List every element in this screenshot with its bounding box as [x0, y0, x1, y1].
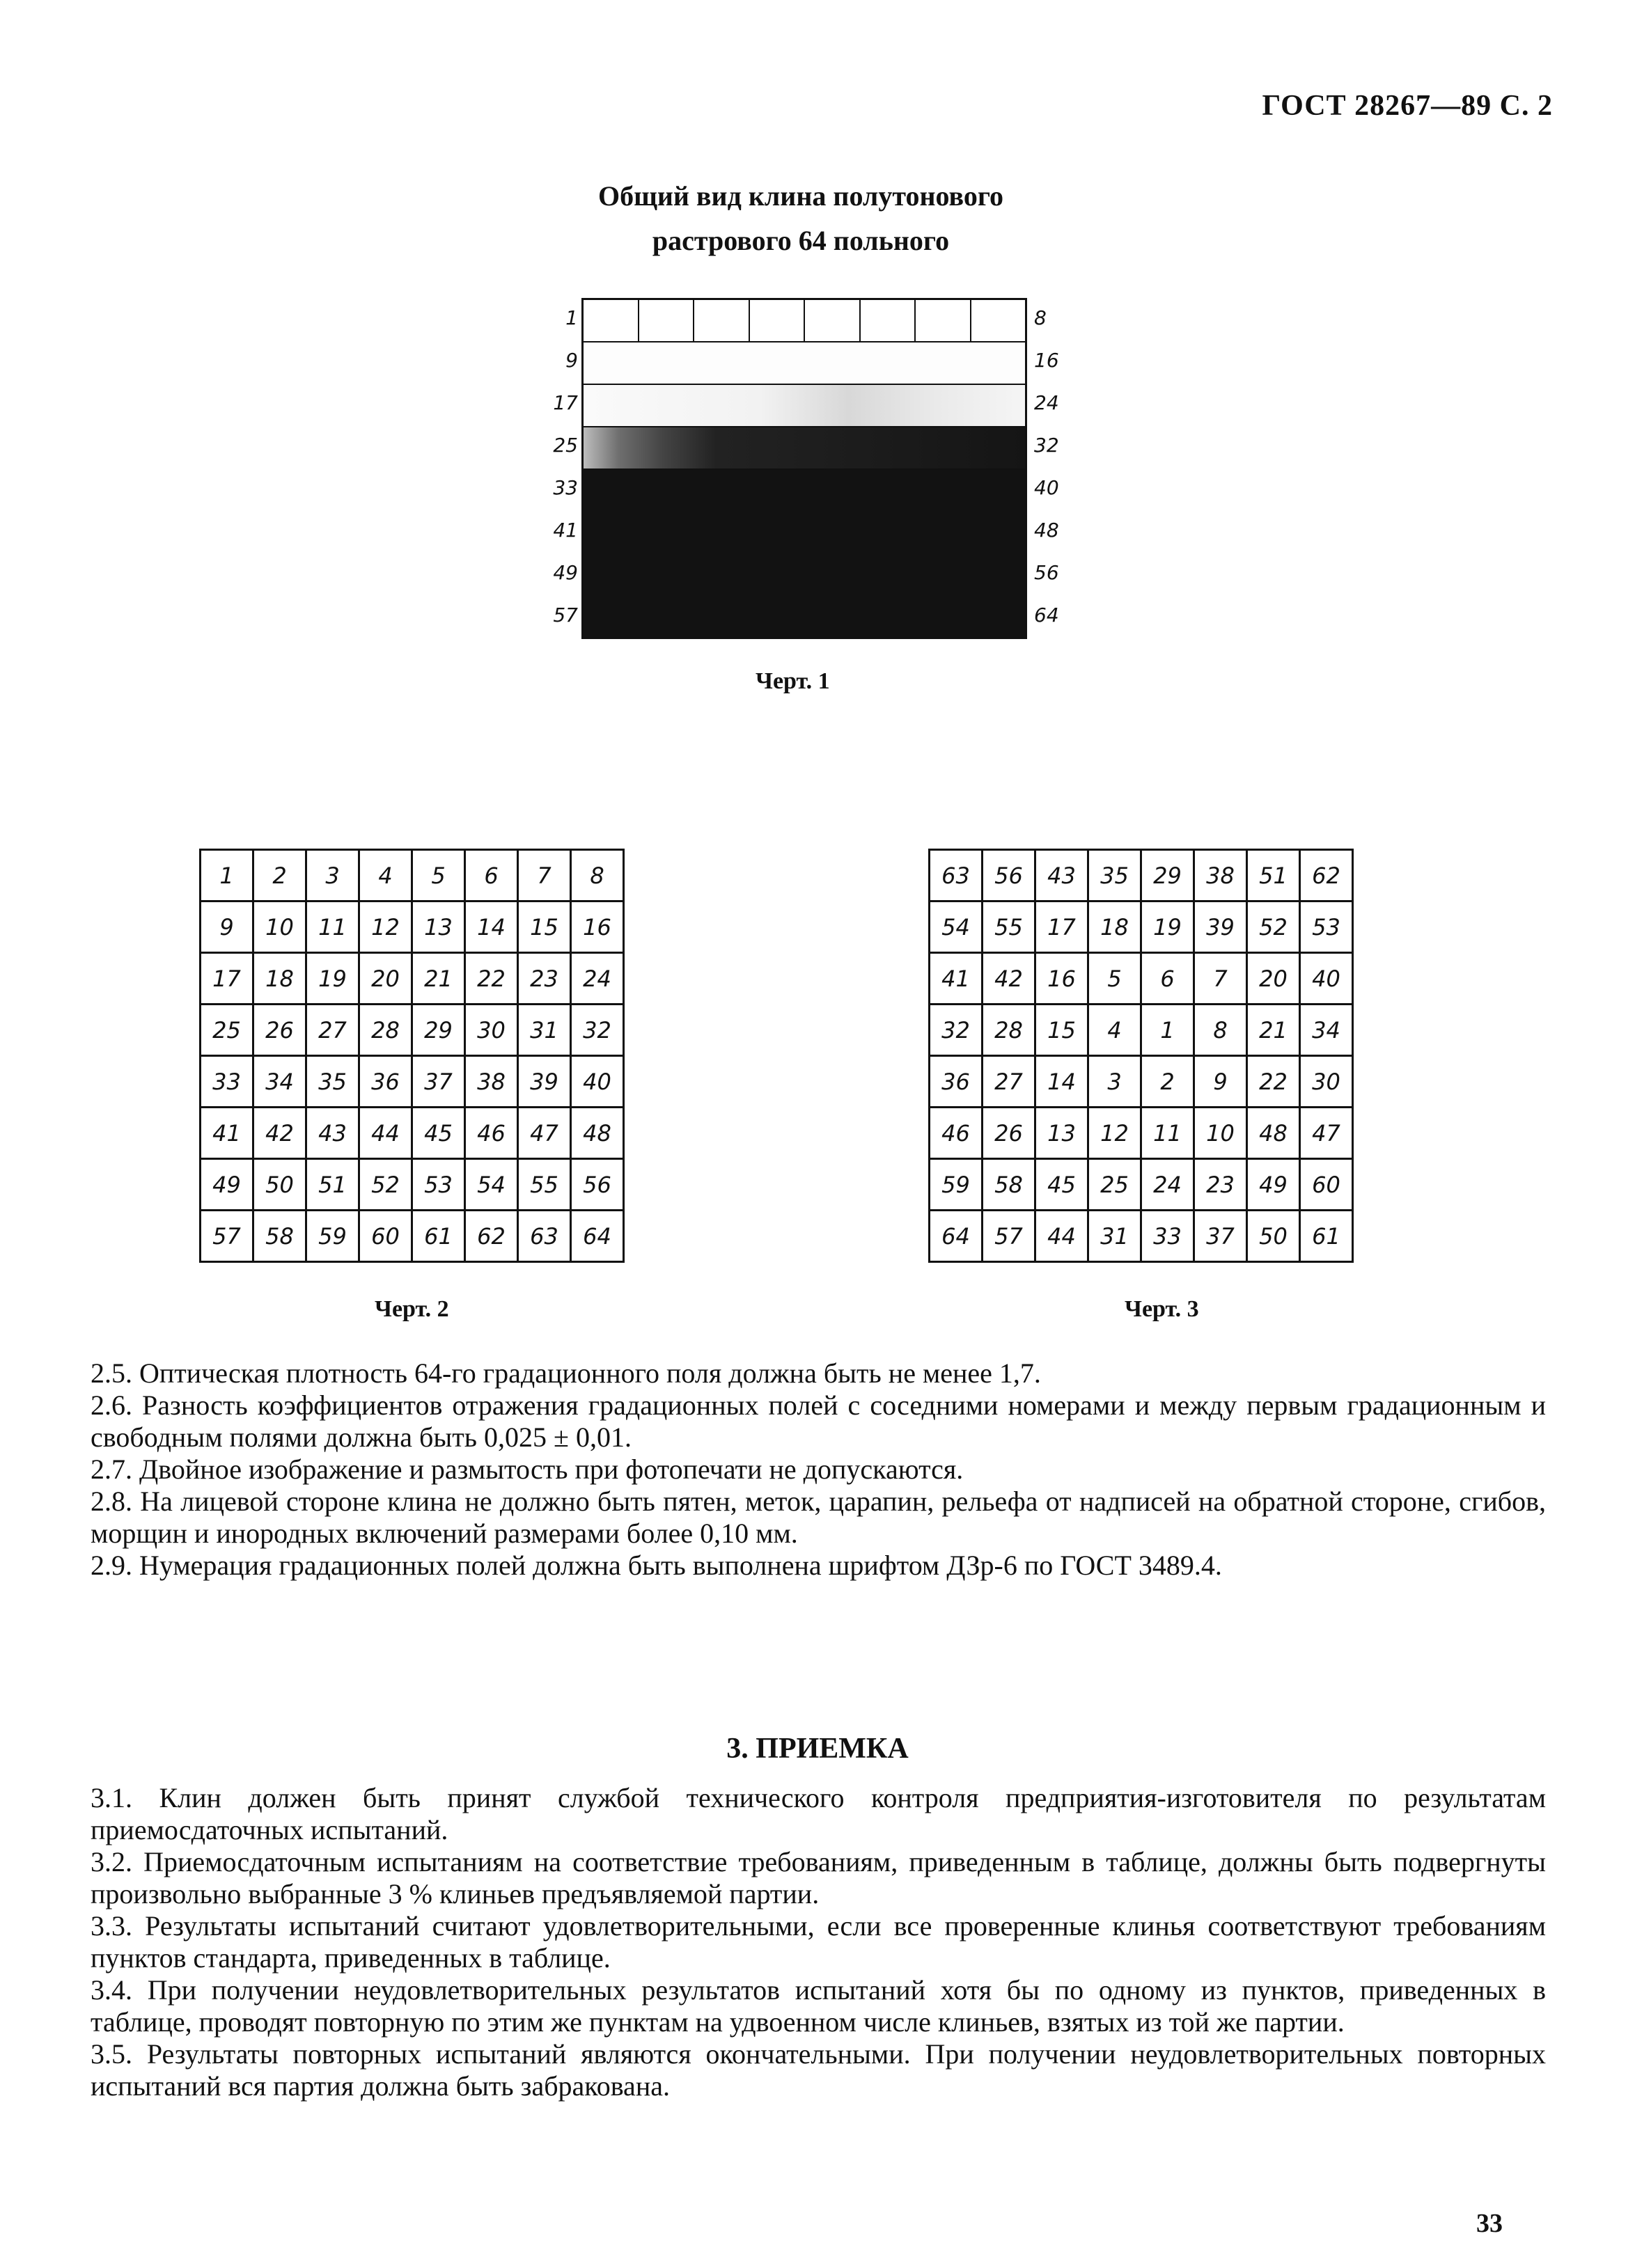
grid-cell: 48: [571, 1108, 624, 1159]
grid-row: [201, 1108, 624, 1159]
paragraph-3-2: 3.2. Приемосдаточным испытаниям на соответствие требованиям, приведенным в таблице, должны быть подвергнуты произвольно выбранные 3 % клиньев предъявляемой партии.: [91, 1846, 1546, 1909]
grid-cell: 55: [518, 1159, 571, 1211]
grid-cell: 11: [1141, 1108, 1194, 1159]
grid-cell: 49: [1247, 1159, 1300, 1211]
grid-cell: 6: [465, 850, 518, 901]
wedge-left-label: 25: [553, 434, 578, 457]
grid-cell: 10: [253, 901, 306, 953]
grid-cell: 11: [306, 901, 359, 953]
grid-row: [930, 901, 1353, 953]
grid-cell: 32: [571, 1005, 624, 1056]
grid-cell: 3: [306, 850, 359, 901]
wedge-right-label: 56: [1034, 561, 1059, 584]
grid-cell: 59: [306, 1211, 359, 1262]
grid-cell: 55: [983, 901, 1035, 953]
paragraph-2-7: 2.7. Двойное изображение и размытость при фотопечати не допускаются.: [91, 1454, 964, 1485]
grid-cell: 14: [1035, 1056, 1088, 1108]
grid-cell: 56: [983, 850, 1035, 901]
paragraph-3-1: 3.1. Клин должен быть принят службой технического контроля предприятия-изготовителя по результатам приемосдаточных испытаний.: [91, 1782, 1546, 1845]
grid-row: [201, 953, 624, 1005]
wedge-right-label: 8: [1034, 306, 1047, 329]
grid-cell: 35: [306, 1056, 359, 1108]
grid-cell: 14: [465, 901, 518, 953]
grid-cell: 2: [1141, 1056, 1194, 1108]
grid-cell: 21: [412, 953, 465, 1005]
grid-cell: 43: [306, 1108, 359, 1159]
grid-cell: 1: [1141, 1005, 1194, 1056]
figure1-title: [487, 174, 1114, 263]
grid-cell: 41: [201, 1108, 253, 1159]
page-number: 33: [1476, 2209, 1503, 2238]
grid-cell: 4: [359, 850, 412, 901]
grid-cell: 1: [201, 850, 253, 901]
paragraph-3-5: 3.5. Результаты повторных испытаний являются окончательными. При получении неудовлетворительных повторных испытаний вся партия должна быть забракована.: [91, 2038, 1546, 2102]
grid-cell: 50: [253, 1159, 306, 1211]
grid-cell: 9: [201, 901, 253, 953]
figure2-grid: [199, 849, 625, 1263]
grid-cell: 28: [983, 1005, 1035, 1056]
wedge-row-2: [584, 342, 1025, 385]
grid-cell: 30: [465, 1005, 518, 1056]
paragraph-2-6: 2.6. Разность коэффициентов отражения градационных полей с соседними номерами и между первым градационным и свободным полями должна быть 0,025 ± 0,01.: [91, 1389, 1546, 1453]
grid-cell: 36: [930, 1056, 983, 1108]
grid-row: [930, 1108, 1353, 1159]
wedge-left-label: 17: [553, 391, 578, 414]
grid-row: [201, 850, 624, 901]
grid-cell: 31: [1088, 1211, 1141, 1262]
wedge-right-label: 64: [1034, 604, 1059, 627]
grid-row: [201, 901, 624, 953]
grid-cell: 5: [412, 850, 465, 901]
grid-cell: 18: [1088, 901, 1141, 953]
grid-cell: 30: [1300, 1056, 1353, 1108]
grid-cell: 60: [1300, 1159, 1353, 1211]
grid-cell: 54: [465, 1159, 518, 1211]
grid-cell: 16: [1035, 953, 1088, 1005]
halftone-wedge-figure: [553, 298, 1059, 639]
section3-text: [91, 1782, 1546, 2102]
grid-cell: 62: [465, 1211, 518, 1262]
grid-row: [930, 1005, 1353, 1056]
grid-cell: 6: [1141, 953, 1194, 1005]
grid-cell: 9: [1194, 1056, 1247, 1108]
grid-cell: 37: [1194, 1211, 1247, 1262]
grid-cell: 64: [571, 1211, 624, 1262]
grid-row: [201, 1056, 624, 1108]
grid-cell: 20: [1247, 953, 1300, 1005]
grid-cell: 58: [253, 1211, 306, 1262]
grid-cell: 4: [1088, 1005, 1141, 1056]
halftone-wedge: [581, 298, 1027, 639]
grid-cell: 39: [518, 1056, 571, 1108]
figure1-title-line2: растрового 64 польного: [652, 225, 950, 256]
wedge-left-label: 49: [553, 561, 578, 584]
wedge-left-label: 41: [553, 519, 578, 542]
grid-row: [930, 850, 1353, 901]
wedge-row-1: [584, 300, 1025, 342]
grid-cell: 18: [253, 953, 306, 1005]
section3-heading: 3. ПРИЕМКА: [726, 1733, 909, 1765]
grid-cell: 10: [1194, 1108, 1247, 1159]
grid-cell: 46: [465, 1108, 518, 1159]
grid-cell: 34: [1300, 1005, 1353, 1056]
grid-cell: 53: [1300, 901, 1353, 953]
grid-cell: 37: [412, 1056, 465, 1108]
grid-cell: 44: [359, 1108, 412, 1159]
wedge-left-label: 33: [553, 476, 578, 499]
figure1-title-line1: Общий вид клина полутонового: [597, 180, 1004, 212]
grid-cell: 25: [201, 1005, 253, 1056]
grid-cell: 60: [359, 1211, 412, 1262]
paragraph-3-4: 3.4. При получении неудовлетворительных результатов испытаний хотя бы по одному из пунктов, приведенных в таблице, проводят повторную по этим же пунктам на удвоенном числе клиньев, взятых из той же партии.: [91, 1974, 1546, 2038]
grid-cell: 16: [571, 901, 624, 953]
grid-cell: 51: [306, 1159, 359, 1211]
grid-cell: 45: [412, 1108, 465, 1159]
grid-cell: 15: [518, 901, 571, 953]
paragraph-2-5: 2.5. Оптическая плотность 64-го градационного поля должна быть не менее 1,7.: [91, 1357, 1041, 1389]
grid-cell: 24: [571, 953, 624, 1005]
grid-cell: 3: [1088, 1056, 1141, 1108]
paragraph-2-9: 2.9. Нумерация градационных полей должна быть выполнена шрифтом ДЗр-6 по ГОСТ 3489.4.: [91, 1550, 1222, 1581]
grid-cell: 24: [1141, 1159, 1194, 1211]
grid-row: [930, 1056, 1353, 1108]
grid-cell: 52: [359, 1159, 412, 1211]
grid-cell: 57: [201, 1211, 253, 1262]
wedge-left-label: 57: [553, 604, 578, 627]
grid-cell: 42: [983, 953, 1035, 1005]
grid-cell: 53: [412, 1159, 465, 1211]
grid-cell: 61: [412, 1211, 465, 1262]
grid-cell: 39: [1194, 901, 1247, 953]
section2-text: [91, 1357, 1546, 1582]
grid-cell: 12: [359, 901, 412, 953]
grid-cell: 5: [1088, 953, 1141, 1005]
grid-cell: 44: [1035, 1211, 1088, 1262]
grid-cell: 54: [930, 901, 983, 953]
wedge-right-label: 32: [1034, 434, 1059, 457]
grid-cell: 13: [412, 901, 465, 953]
grid-cell: 52: [1247, 901, 1300, 953]
grid-cell: 26: [253, 1005, 306, 1056]
grid-cell: 47: [1300, 1108, 1353, 1159]
grid-cell: 43: [1035, 850, 1088, 901]
grid-cell: 8: [1194, 1005, 1247, 1056]
grid-cell: 31: [518, 1005, 571, 1056]
grid-cell: 45: [1035, 1159, 1088, 1211]
grid-cell: 51: [1247, 850, 1300, 901]
wedge-left-label: 9: [565, 349, 578, 372]
grid-row: [201, 1159, 624, 1211]
grid-cell: 49: [201, 1159, 253, 1211]
grid-cell: 62: [1300, 850, 1353, 901]
grid-cell: 23: [1194, 1159, 1247, 1211]
grid-cell: 38: [465, 1056, 518, 1108]
grid-cell: 47: [518, 1108, 571, 1159]
grid-cell: 40: [1300, 953, 1353, 1005]
wedge-right-label: 48: [1034, 519, 1059, 542]
wedge-right-label: 24: [1034, 391, 1059, 414]
grid-row: [930, 953, 1353, 1005]
grid-cell: 36: [359, 1056, 412, 1108]
grid-cell: 32: [930, 1005, 983, 1056]
grid-cell: 35: [1088, 850, 1141, 901]
grid-cell: 7: [1194, 953, 1247, 1005]
grid-cell: 56: [571, 1159, 624, 1211]
grid-cell: 27: [306, 1005, 359, 1056]
grid-cell: 26: [983, 1108, 1035, 1159]
paragraph-2-8: 2.8. На лицевой стороне клина не должно быть пятен, меток, царапин, рельефа от надписей на обратной стороне, сгибов, морщин и инородных включений размерами более 0,10 мм.: [91, 1486, 1546, 1549]
figure1-caption: Черт. 1: [756, 668, 830, 694]
grid-cell: 42: [253, 1108, 306, 1159]
grid-cell: 19: [1141, 901, 1194, 953]
grid-cell: 63: [518, 1211, 571, 1262]
grid-cell: 48: [1247, 1108, 1300, 1159]
grid-cell: 64: [930, 1211, 983, 1262]
paragraph-3-3: 3.3. Результаты испытаний считают удовлетворительными, если все проверенные клинья соответствуют требованиям пунктов стандарта, приведенных в таблице.: [91, 1910, 1546, 1974]
grid-cell: 25: [1088, 1159, 1141, 1211]
grid-cell: 28: [359, 1005, 412, 1056]
grid-cell: 58: [983, 1159, 1035, 1211]
grid-cell: 41: [930, 953, 983, 1005]
grid-cell: 13: [1035, 1108, 1088, 1159]
grid-cell: 7: [518, 850, 571, 901]
grid-cell: 20: [359, 953, 412, 1005]
grid-cell: 59: [930, 1159, 983, 1211]
grid-cell: 40: [571, 1056, 624, 1108]
grid-cell: 50: [1247, 1211, 1300, 1262]
grid-cell: 21: [1247, 1005, 1300, 1056]
grid-cell: 22: [465, 953, 518, 1005]
grid-cell: 22: [1247, 1056, 1300, 1108]
wedge-row-4: [584, 427, 1025, 470]
grid-cell: 17: [201, 953, 253, 1005]
grid-row: [930, 1159, 1353, 1211]
wedge-left-label: 1: [565, 306, 578, 329]
figure3-grid: [928, 849, 1354, 1263]
wedge-right-label: 40: [1034, 476, 1059, 499]
grid-cell: 8: [571, 850, 624, 901]
grid-row: [201, 1005, 624, 1056]
grid-cell: 61: [1300, 1211, 1353, 1262]
grid-cell: 29: [412, 1005, 465, 1056]
grid-cell: 19: [306, 953, 359, 1005]
grid-cell: 34: [253, 1056, 306, 1108]
grid-cell: 23: [518, 953, 571, 1005]
grid-cell: 33: [201, 1056, 253, 1108]
grid-cell: 2: [253, 850, 306, 901]
wedge-dark-rows: [584, 470, 1025, 637]
grid-cell: 33: [1141, 1211, 1194, 1262]
wedge-right-label: 16: [1034, 349, 1059, 372]
grid-row: [201, 1211, 624, 1262]
grid-cell: 46: [930, 1108, 983, 1159]
grid-cell: 15: [1035, 1005, 1088, 1056]
grid-cell: 57: [983, 1211, 1035, 1262]
grid-row: [930, 1211, 1353, 1262]
document-header: ГОСТ 28267—89 С. 2: [1262, 90, 1553, 122]
figure2-caption: Черт. 2: [375, 1296, 449, 1322]
grid-cell: 63: [930, 850, 983, 901]
grid-cell: 17: [1035, 901, 1088, 953]
grid-cell: 12: [1088, 1108, 1141, 1159]
grid-cell: 29: [1141, 850, 1194, 901]
grid-cell: 38: [1194, 850, 1247, 901]
grid-cell: 27: [983, 1056, 1035, 1108]
wedge-row-3: [584, 385, 1025, 427]
figure3-caption: Черт. 3: [1125, 1296, 1199, 1322]
